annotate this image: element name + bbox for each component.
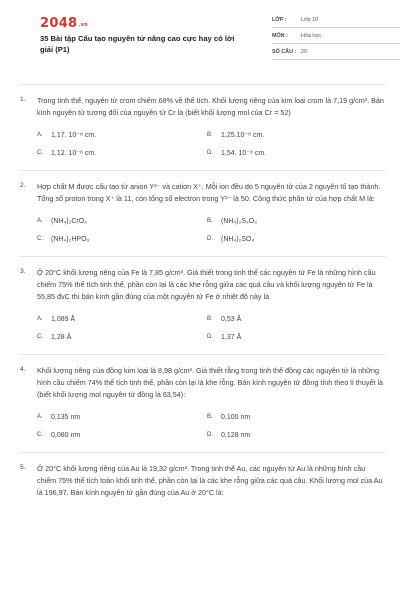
option-letter: A. <box>37 132 43 138</box>
option-letter: C. <box>37 236 43 242</box>
question-number: 2. <box>20 182 26 189</box>
option-letter: B. <box>207 132 213 138</box>
question-number: 4. <box>20 366 26 373</box>
question-text: Trong tinh thể, nguyên tử crom chiếm 68% về thể tích. Khối lượng riêng của kim loại crom là 7,19 g/cm³. Bán kính nguyên tử tương đối của nguyên tử Cr là (biết khối lượng mol của Cr = 52) <box>37 96 384 117</box>
option-text: 1,28 Å <box>51 333 72 341</box>
meta-value: 20 <box>301 49 307 56</box>
option-text: (NH₄)₂S₂O₃ <box>221 217 258 225</box>
option-text: (NH₄)₂CrO₄ <box>51 217 88 225</box>
option-text: (NH₄)₂HPO₃ <box>51 235 90 243</box>
logo-suffix: .vn <box>78 22 89 28</box>
question-text: Ở 20°C khối lượng riêng của Au là 19,32 g/cm³. Trong tinh thể Au, các nguyên tử Au là những hình cầu chiếm 75% thể tích toàn khối tinh thể, phần còn lại là các khe rỗng giữa các quả cầu. Khối lượng mol của Au là 196,97. Bán kính nguyên tử gần đúng của Au ở 20°C là: <box>37 464 383 497</box>
option-letter: D. <box>207 432 213 438</box>
option-b[interactable] <box>207 131 377 139</box>
option-d[interactable] <box>207 149 377 157</box>
document-title: 35 Bài tập Cấu tạo nguyên tử nâng cao cực hay có lời giải (P1) <box>40 34 235 54</box>
meta-row-subject <box>272 30 400 44</box>
option-d[interactable] <box>207 432 377 439</box>
meta-label: LỚP : <box>272 17 287 24</box>
question-text: Khối lượng riêng của đồng kim loại là 8,98 g/cm³. Giả thiết rằng trong tinh thể đồng các nguyên tử là những hình cầu chiếm 74% thể tích tinh thể, phần còn lại là khe rỗng. Bán kính nguyên tử đồng tính theo lí thuyết là (biết khối lượng mol nguyên tử đồng là 63,54): <box>37 366 384 399</box>
option-text: 0,128 nm <box>221 431 251 439</box>
answer-options <box>37 212 386 248</box>
option-text: 1,12. 10⁻⁸ cm. <box>51 150 97 157</box>
option-a[interactable] <box>37 131 207 139</box>
option-letter: A. <box>37 218 43 224</box>
question-number: 5. <box>20 464 26 471</box>
answer-options <box>37 126 386 162</box>
option-a[interactable] <box>37 414 207 421</box>
option-a[interactable] <box>37 316 207 323</box>
answer-options <box>37 310 386 346</box>
options-row <box>37 212 386 230</box>
option-text: 1,37 Å <box>221 333 242 341</box>
option-letter: D. <box>207 236 213 242</box>
option-text: 0,080 nm <box>51 431 81 439</box>
document-header <box>20 0 386 84</box>
option-letter: B. <box>207 316 213 322</box>
option-letter: A. <box>37 316 43 322</box>
logo-text: 2048 <box>40 16 78 31</box>
meta-row-class <box>272 14 400 28</box>
option-text: 1,25.10⁻⁸ cm. <box>221 132 265 139</box>
options-row <box>37 230 386 248</box>
question-number: 3. <box>20 268 26 275</box>
site-logo[interactable] <box>40 16 88 31</box>
option-text: 0,100 nm <box>221 413 251 421</box>
question-number: 1. <box>20 96 26 103</box>
meta-label: MÔN : <box>272 33 288 40</box>
document-meta <box>272 14 400 62</box>
question-text: Hợp chất M được cấu tạo từ anion Y²⁻ và cation X⁺. Mỗi ion đều do 5 nguyên tử của 2 nguyên tố tạo thành. Tổng số proton trong X⁺ là 11, còn tổng số electron trong Y²⁻ là 50. Công thức phân tử của hợp chất M là: <box>37 182 381 203</box>
option-b[interactable] <box>207 414 377 421</box>
option-c[interactable] <box>37 432 207 439</box>
option-letter: A. <box>37 414 43 420</box>
options-row <box>37 426 386 444</box>
option-text: 1,17. 10⁻⁸ cm. <box>51 132 97 139</box>
option-c[interactable] <box>37 149 207 157</box>
meta-label: SỐ CÂU : <box>272 49 297 56</box>
option-text: 0,135 nm <box>51 413 81 421</box>
option-letter: D. <box>207 150 213 156</box>
option-letter: C. <box>37 334 43 340</box>
option-text: 1,54. 10⁻⁸ cm. <box>221 150 267 157</box>
option-text: 1,089 Å <box>51 315 76 323</box>
question-4 <box>20 355 386 453</box>
option-c[interactable] <box>37 236 207 243</box>
options-row <box>37 310 386 328</box>
option-b[interactable] <box>207 316 377 323</box>
question-2 <box>20 171 386 257</box>
option-d[interactable] <box>207 334 377 341</box>
option-text: 0,53 Å <box>221 315 242 323</box>
option-a[interactable] <box>37 218 207 225</box>
options-row <box>37 126 386 144</box>
question-1 <box>20 85 386 171</box>
question-5 <box>20 453 386 499</box>
option-letter: D. <box>207 334 213 340</box>
answer-options <box>37 408 386 444</box>
options-row <box>37 328 386 346</box>
option-letter: B. <box>207 414 213 420</box>
meta-value: Hóa học <box>301 33 322 40</box>
option-letter: C. <box>37 432 43 438</box>
option-b[interactable] <box>207 218 377 225</box>
meta-row-count <box>272 46 400 60</box>
option-c[interactable] <box>37 334 207 341</box>
options-row <box>37 144 386 162</box>
options-row <box>37 408 386 426</box>
option-letter: C. <box>37 150 43 156</box>
meta-value: Lớp 10 <box>301 17 319 24</box>
option-letter: B. <box>207 218 213 224</box>
option-text: (NH₄)₂SO₄ <box>221 235 255 243</box>
question-text: Ở 20°C khối lượng riêng của Fe là 7,85 g/cm³. Giả thiết trong tinh thể các nguyên tử Fe là những hình cầu chiếm 75% thể tích tinh thể, phần còn lại là các khe rỗng giữa các quả cầu và khối lượng nguyên tử Fe là 55,85 đvC thì bán kính gần đúng của một nguyên tử Fe ở nhiệt độ này là <box>37 268 376 301</box>
option-d[interactable] <box>207 236 377 243</box>
question-3 <box>20 257 386 355</box>
